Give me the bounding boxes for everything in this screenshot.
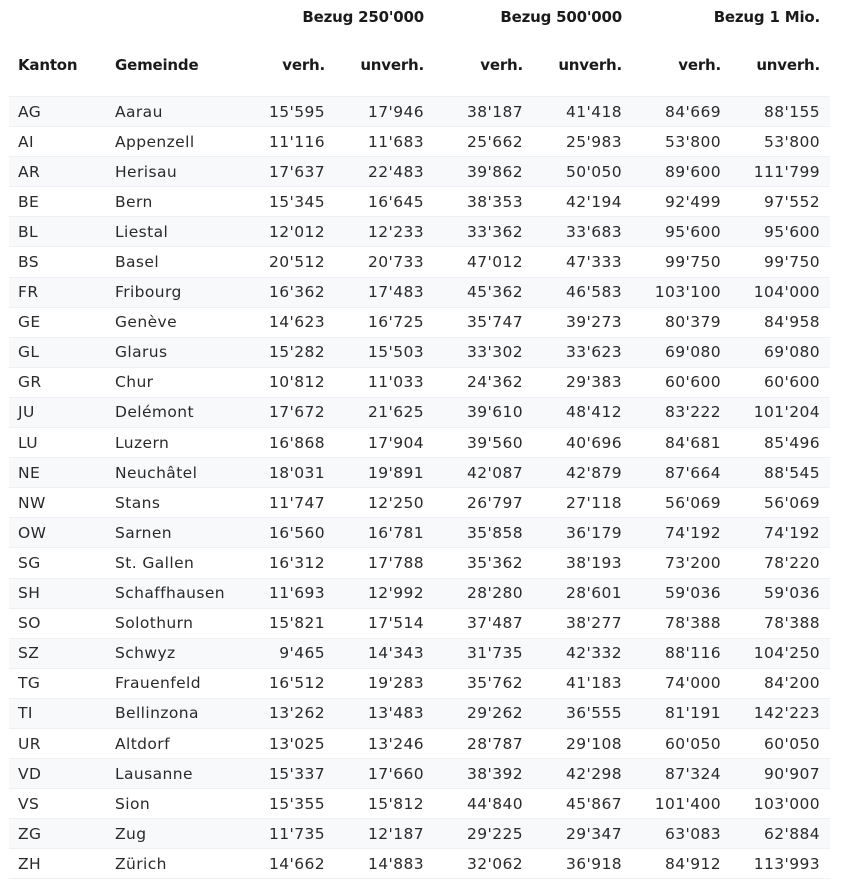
tax-comparison-table: [9, 0, 830, 879]
cell-gemeinde: Zug: [106, 819, 236, 849]
group-header-250000: Bezug 250'000: [302, 7, 424, 26]
cell-unverh-250000: 13'483: [335, 698, 434, 728]
cell-verh-500000: 39'610: [434, 397, 533, 427]
column-header-verh-1mio: verh.: [632, 33, 731, 97]
cell-unverh-1mio: 103'000: [731, 789, 830, 819]
cell-verh-250000: 20'512: [236, 247, 335, 277]
cell-unverh-500000: 33'683: [533, 217, 632, 247]
header-group-row: [9, 0, 830, 33]
cell-verh-500000: 33'362: [434, 217, 533, 247]
cell-verh-1mio: 59'036: [632, 578, 731, 608]
cell-verh-250000: 15'345: [236, 187, 335, 217]
cell-unverh-500000: 42'298: [533, 759, 632, 789]
cell-unverh-250000: 17'946: [335, 97, 434, 127]
table-row: [9, 428, 830, 458]
table-row: [9, 277, 830, 307]
cell-unverh-500000: 42'879: [533, 458, 632, 488]
table-row: [9, 217, 830, 247]
cell-verh-500000: 35'858: [434, 518, 533, 548]
table-row: [9, 849, 830, 879]
cell-gemeinde: Schaffhausen: [106, 578, 236, 608]
cell-unverh-1mio: 104'000: [731, 277, 830, 307]
cell-kanton: ZG: [9, 819, 106, 849]
cell-unverh-500000: 46'583: [533, 277, 632, 307]
cell-unverh-250000: 11'033: [335, 367, 434, 397]
cell-verh-1mio: 78'388: [632, 608, 731, 638]
cell-verh-500000: 35'747: [434, 307, 533, 337]
group-header-500000: Bezug 500'000: [500, 7, 622, 26]
header-empty-cell: [9, 0, 106, 33]
cell-gemeinde: Genève: [106, 307, 236, 337]
table-row: [9, 367, 830, 397]
cell-kanton: UR: [9, 728, 106, 758]
cell-gemeinde: Chur: [106, 367, 236, 397]
cell-verh-1mio: 87'324: [632, 759, 731, 789]
cell-unverh-500000: 42'332: [533, 638, 632, 668]
cell-unverh-250000: 11'683: [335, 127, 434, 157]
cell-unverh-250000: 12'992: [335, 578, 434, 608]
cell-kanton: GE: [9, 307, 106, 337]
cell-verh-1mio: 74'000: [632, 668, 731, 698]
cell-gemeinde: Bellinzona: [106, 698, 236, 728]
cell-unverh-250000: 22'483: [335, 157, 434, 187]
cell-verh-500000: 35'362: [434, 548, 533, 578]
cell-unverh-1mio: 59'036: [731, 578, 830, 608]
cell-verh-250000: 13'025: [236, 728, 335, 758]
cell-verh-250000: 18'031: [236, 458, 335, 488]
cell-unverh-1mio: 88'155: [731, 97, 830, 127]
cell-verh-500000: 33'302: [434, 337, 533, 367]
cell-gemeinde: Neuchâtel: [106, 458, 236, 488]
cell-unverh-250000: 12'250: [335, 488, 434, 518]
group-header-1mio: Bezug 1 Mio.: [713, 7, 820, 26]
cell-unverh-1mio: 78'220: [731, 548, 830, 578]
cell-unverh-250000: 20'733: [335, 247, 434, 277]
cell-unverh-500000: 36'918: [533, 849, 632, 879]
header-column-row: [9, 33, 830, 97]
cell-unverh-500000: 29'108: [533, 728, 632, 758]
cell-unverh-250000: 17'514: [335, 608, 434, 638]
cell-unverh-1mio: 60'600: [731, 367, 830, 397]
cell-gemeinde: Solothurn: [106, 608, 236, 638]
cell-verh-1mio: 99'750: [632, 247, 731, 277]
cell-unverh-1mio: 97'552: [731, 187, 830, 217]
cell-verh-250000: 11'116: [236, 127, 335, 157]
cell-unverh-500000: 48'412: [533, 397, 632, 427]
cell-verh-500000: 38'392: [434, 759, 533, 789]
cell-kanton: OW: [9, 518, 106, 548]
cell-unverh-500000: 38'277: [533, 608, 632, 638]
cell-verh-1mio: 88'116: [632, 638, 731, 668]
cell-kanton: SH: [9, 578, 106, 608]
cell-gemeinde: Basel: [106, 247, 236, 277]
table-row: [9, 458, 830, 488]
cell-verh-1mio: 84'912: [632, 849, 731, 879]
cell-unverh-500000: 27'118: [533, 488, 632, 518]
cell-unverh-500000: 33'623: [533, 337, 632, 367]
table-row: [9, 337, 830, 367]
cell-verh-500000: 38'353: [434, 187, 533, 217]
cell-unverh-1mio: 95'600: [731, 217, 830, 247]
cell-verh-1mio: 80'379: [632, 307, 731, 337]
cell-unverh-500000: 28'601: [533, 578, 632, 608]
cell-kanton: GR: [9, 367, 106, 397]
cell-verh-250000: 14'623: [236, 307, 335, 337]
cell-verh-1mio: 101'400: [632, 789, 731, 819]
table-row: [9, 488, 830, 518]
cell-unverh-1mio: 85'496: [731, 428, 830, 458]
cell-verh-250000: 10'812: [236, 367, 335, 397]
cell-gemeinde: Lausanne: [106, 759, 236, 789]
cell-kanton: AR: [9, 157, 106, 187]
cell-verh-250000: 16'868: [236, 428, 335, 458]
cell-verh-1mio: 103'100: [632, 277, 731, 307]
cell-gemeinde: Stans: [106, 488, 236, 518]
cell-verh-1mio: 84'669: [632, 97, 731, 127]
cell-unverh-1mio: 62'884: [731, 819, 830, 849]
cell-unverh-1mio: 90'907: [731, 759, 830, 789]
cell-verh-500000: 26'797: [434, 488, 533, 518]
cell-verh-500000: 31'735: [434, 638, 533, 668]
cell-unverh-250000: 17'904: [335, 428, 434, 458]
cell-verh-1mio: 92'499: [632, 187, 731, 217]
cell-unverh-1mio: 84'200: [731, 668, 830, 698]
cell-verh-250000: 15'355: [236, 789, 335, 819]
cell-verh-250000: 15'821: [236, 608, 335, 638]
cell-unverh-250000: 15'812: [335, 789, 434, 819]
cell-unverh-250000: 14'883: [335, 849, 434, 879]
table-body: [9, 97, 830, 879]
cell-verh-500000: 37'487: [434, 608, 533, 638]
table-row: [9, 819, 830, 849]
cell-unverh-500000: 36'555: [533, 698, 632, 728]
cell-unverh-1mio: 60'050: [731, 728, 830, 758]
cell-unverh-1mio: 99'750: [731, 247, 830, 277]
cell-verh-500000: 29'225: [434, 819, 533, 849]
cell-kanton: NE: [9, 458, 106, 488]
cell-unverh-1mio: 88'545: [731, 458, 830, 488]
cell-unverh-250000: 15'503: [335, 337, 434, 367]
cell-kanton: SZ: [9, 638, 106, 668]
cell-unverh-1mio: 84'958: [731, 307, 830, 337]
cell-kanton: GL: [9, 337, 106, 367]
cell-verh-1mio: 73'200: [632, 548, 731, 578]
cell-verh-500000: 28'787: [434, 728, 533, 758]
cell-gemeinde: St. Gallen: [106, 548, 236, 578]
cell-unverh-250000: 13'246: [335, 728, 434, 758]
cell-kanton: BS: [9, 247, 106, 277]
table-row: [9, 307, 830, 337]
cell-verh-250000: 11'747: [236, 488, 335, 518]
cell-verh-500000: 24'362: [434, 367, 533, 397]
cell-unverh-1mio: 56'069: [731, 488, 830, 518]
cell-kanton: VD: [9, 759, 106, 789]
cell-verh-250000: 16'362: [236, 277, 335, 307]
table-header: [9, 0, 830, 97]
cell-unverh-250000: 19'283: [335, 668, 434, 698]
cell-kanton: BE: [9, 187, 106, 217]
column-header-unverh-500000: unverh.: [533, 33, 632, 97]
table-row: [9, 247, 830, 277]
column-header-verh-250000: verh.: [236, 33, 335, 97]
column-header-gemeinde: Gemeinde: [106, 33, 236, 97]
cell-unverh-250000: 19'891: [335, 458, 434, 488]
cell-unverh-500000: 50'050: [533, 157, 632, 187]
cell-verh-500000: 47'012: [434, 247, 533, 277]
table-row: [9, 668, 830, 698]
cell-verh-1mio: 53'800: [632, 127, 731, 157]
table-row: [9, 157, 830, 187]
cell-unverh-250000: 17'788: [335, 548, 434, 578]
table-row: [9, 578, 830, 608]
cell-gemeinde: Delémont: [106, 397, 236, 427]
cell-kanton: JU: [9, 397, 106, 427]
cell-unverh-500000: 25'983: [533, 127, 632, 157]
cell-verh-500000: 39'560: [434, 428, 533, 458]
cell-verh-250000: 16'312: [236, 548, 335, 578]
cell-unverh-1mio: 53'800: [731, 127, 830, 157]
cell-verh-500000: 28'280: [434, 578, 533, 608]
table-row: [9, 518, 830, 548]
cell-gemeinde: Sion: [106, 789, 236, 819]
cell-verh-250000: 15'595: [236, 97, 335, 127]
cell-unverh-1mio: 104'250: [731, 638, 830, 668]
cell-kanton: SO: [9, 608, 106, 638]
cell-verh-500000: 42'087: [434, 458, 533, 488]
cell-unverh-500000: 41'183: [533, 668, 632, 698]
cell-verh-1mio: 74'192: [632, 518, 731, 548]
header-empty-cell: [106, 0, 236, 33]
cell-verh-500000: 25'662: [434, 127, 533, 157]
cell-unverh-250000: 16'781: [335, 518, 434, 548]
cell-unverh-1mio: 101'204: [731, 397, 830, 427]
cell-verh-250000: 14'662: [236, 849, 335, 879]
cell-verh-500000: 38'187: [434, 97, 533, 127]
cell-verh-250000: 13'262: [236, 698, 335, 728]
table-row: [9, 548, 830, 578]
cell-gemeinde: Appenzell: [106, 127, 236, 157]
cell-unverh-250000: 12'233: [335, 217, 434, 247]
cell-gemeinde: Herisau: [106, 157, 236, 187]
cell-unverh-250000: 16'645: [335, 187, 434, 217]
cell-kanton: AG: [9, 97, 106, 127]
cell-unverh-500000: 29'383: [533, 367, 632, 397]
cell-unverh-1mio: 78'388: [731, 608, 830, 638]
cell-kanton: SG: [9, 548, 106, 578]
cell-gemeinde: Luzern: [106, 428, 236, 458]
cell-verh-250000: 15'337: [236, 759, 335, 789]
cell-gemeinde: Sarnen: [106, 518, 236, 548]
cell-unverh-1mio: 69'080: [731, 337, 830, 367]
cell-verh-1mio: 69'080: [632, 337, 731, 367]
cell-gemeinde: Liestal: [106, 217, 236, 247]
cell-verh-1mio: 89'600: [632, 157, 731, 187]
cell-verh-500000: 39'862: [434, 157, 533, 187]
cell-unverh-250000: 12'187: [335, 819, 434, 849]
cell-unverh-250000: 17'483: [335, 277, 434, 307]
table-row: [9, 127, 830, 157]
column-header-unverh-250000: unverh.: [335, 33, 434, 97]
cell-verh-1mio: 56'069: [632, 488, 731, 518]
cell-gemeinde: Frauenfeld: [106, 668, 236, 698]
cell-kanton: FR: [9, 277, 106, 307]
cell-kanton: BL: [9, 217, 106, 247]
cell-unverh-500000: 38'193: [533, 548, 632, 578]
table-row: [9, 698, 830, 728]
cell-unverh-1mio: 74'192: [731, 518, 830, 548]
cell-kanton: VS: [9, 789, 106, 819]
cell-verh-500000: 32'062: [434, 849, 533, 879]
cell-verh-250000: 15'282: [236, 337, 335, 367]
table-row: [9, 608, 830, 638]
cell-verh-500000: 35'762: [434, 668, 533, 698]
cell-verh-250000: 16'512: [236, 668, 335, 698]
table-row: [9, 789, 830, 819]
column-header-kanton: Kanton: [9, 33, 106, 97]
cell-verh-1mio: 84'681: [632, 428, 731, 458]
cell-unverh-500000: 40'696: [533, 428, 632, 458]
cell-unverh-250000: 14'343: [335, 638, 434, 668]
cell-verh-1mio: 95'600: [632, 217, 731, 247]
cell-verh-250000: 11'735: [236, 819, 335, 849]
cell-gemeinde: Glarus: [106, 337, 236, 367]
table-row: [9, 97, 830, 127]
column-header-verh-500000: verh.: [434, 33, 533, 97]
cell-gemeinde: Fribourg: [106, 277, 236, 307]
table-row: [9, 759, 830, 789]
cell-kanton: LU: [9, 428, 106, 458]
cell-kanton: NW: [9, 488, 106, 518]
cell-unverh-1mio: 113'993: [731, 849, 830, 879]
cell-unverh-1mio: 142'223: [731, 698, 830, 728]
cell-gemeinde: Schwyz: [106, 638, 236, 668]
cell-kanton: AI: [9, 127, 106, 157]
cell-unverh-500000: 29'347: [533, 819, 632, 849]
cell-verh-1mio: 87'664: [632, 458, 731, 488]
cell-verh-1mio: 63'083: [632, 819, 731, 849]
cell-unverh-500000: 45'867: [533, 789, 632, 819]
cell-verh-250000: 9'465: [236, 638, 335, 668]
cell-unverh-1mio: 111'799: [731, 157, 830, 187]
cell-verh-250000: 11'693: [236, 578, 335, 608]
cell-verh-500000: 29'262: [434, 698, 533, 728]
cell-verh-500000: 45'362: [434, 277, 533, 307]
table-row: [9, 728, 830, 758]
cell-verh-1mio: 60'050: [632, 728, 731, 758]
cell-unverh-500000: 39'273: [533, 307, 632, 337]
cell-verh-250000: 16'560: [236, 518, 335, 548]
table-row: [9, 187, 830, 217]
cell-verh-1mio: 60'600: [632, 367, 731, 397]
cell-verh-1mio: 83'222: [632, 397, 731, 427]
cell-unverh-500000: 41'418: [533, 97, 632, 127]
cell-unverh-500000: 36'179: [533, 518, 632, 548]
cell-unverh-250000: 21'625: [335, 397, 434, 427]
cell-verh-1mio: 81'191: [632, 698, 731, 728]
column-header-unverh-1mio: unverh.: [731, 33, 830, 97]
cell-unverh-500000: 42'194: [533, 187, 632, 217]
cell-verh-250000: 17'672: [236, 397, 335, 427]
cell-unverh-250000: 16'725: [335, 307, 434, 337]
cell-verh-500000: 44'840: [434, 789, 533, 819]
table-row: [9, 397, 830, 427]
cell-gemeinde: Aarau: [106, 97, 236, 127]
cell-kanton: TG: [9, 668, 106, 698]
cell-verh-250000: 17'637: [236, 157, 335, 187]
cell-unverh-500000: 47'333: [533, 247, 632, 277]
cell-gemeinde: Zürich: [106, 849, 236, 879]
cell-gemeinde: Altdorf: [106, 728, 236, 758]
table-row: [9, 638, 830, 668]
cell-verh-250000: 12'012: [236, 217, 335, 247]
cell-kanton: TI: [9, 698, 106, 728]
cell-gemeinde: Bern: [106, 187, 236, 217]
cell-unverh-250000: 17'660: [335, 759, 434, 789]
cell-kanton: ZH: [9, 849, 106, 879]
